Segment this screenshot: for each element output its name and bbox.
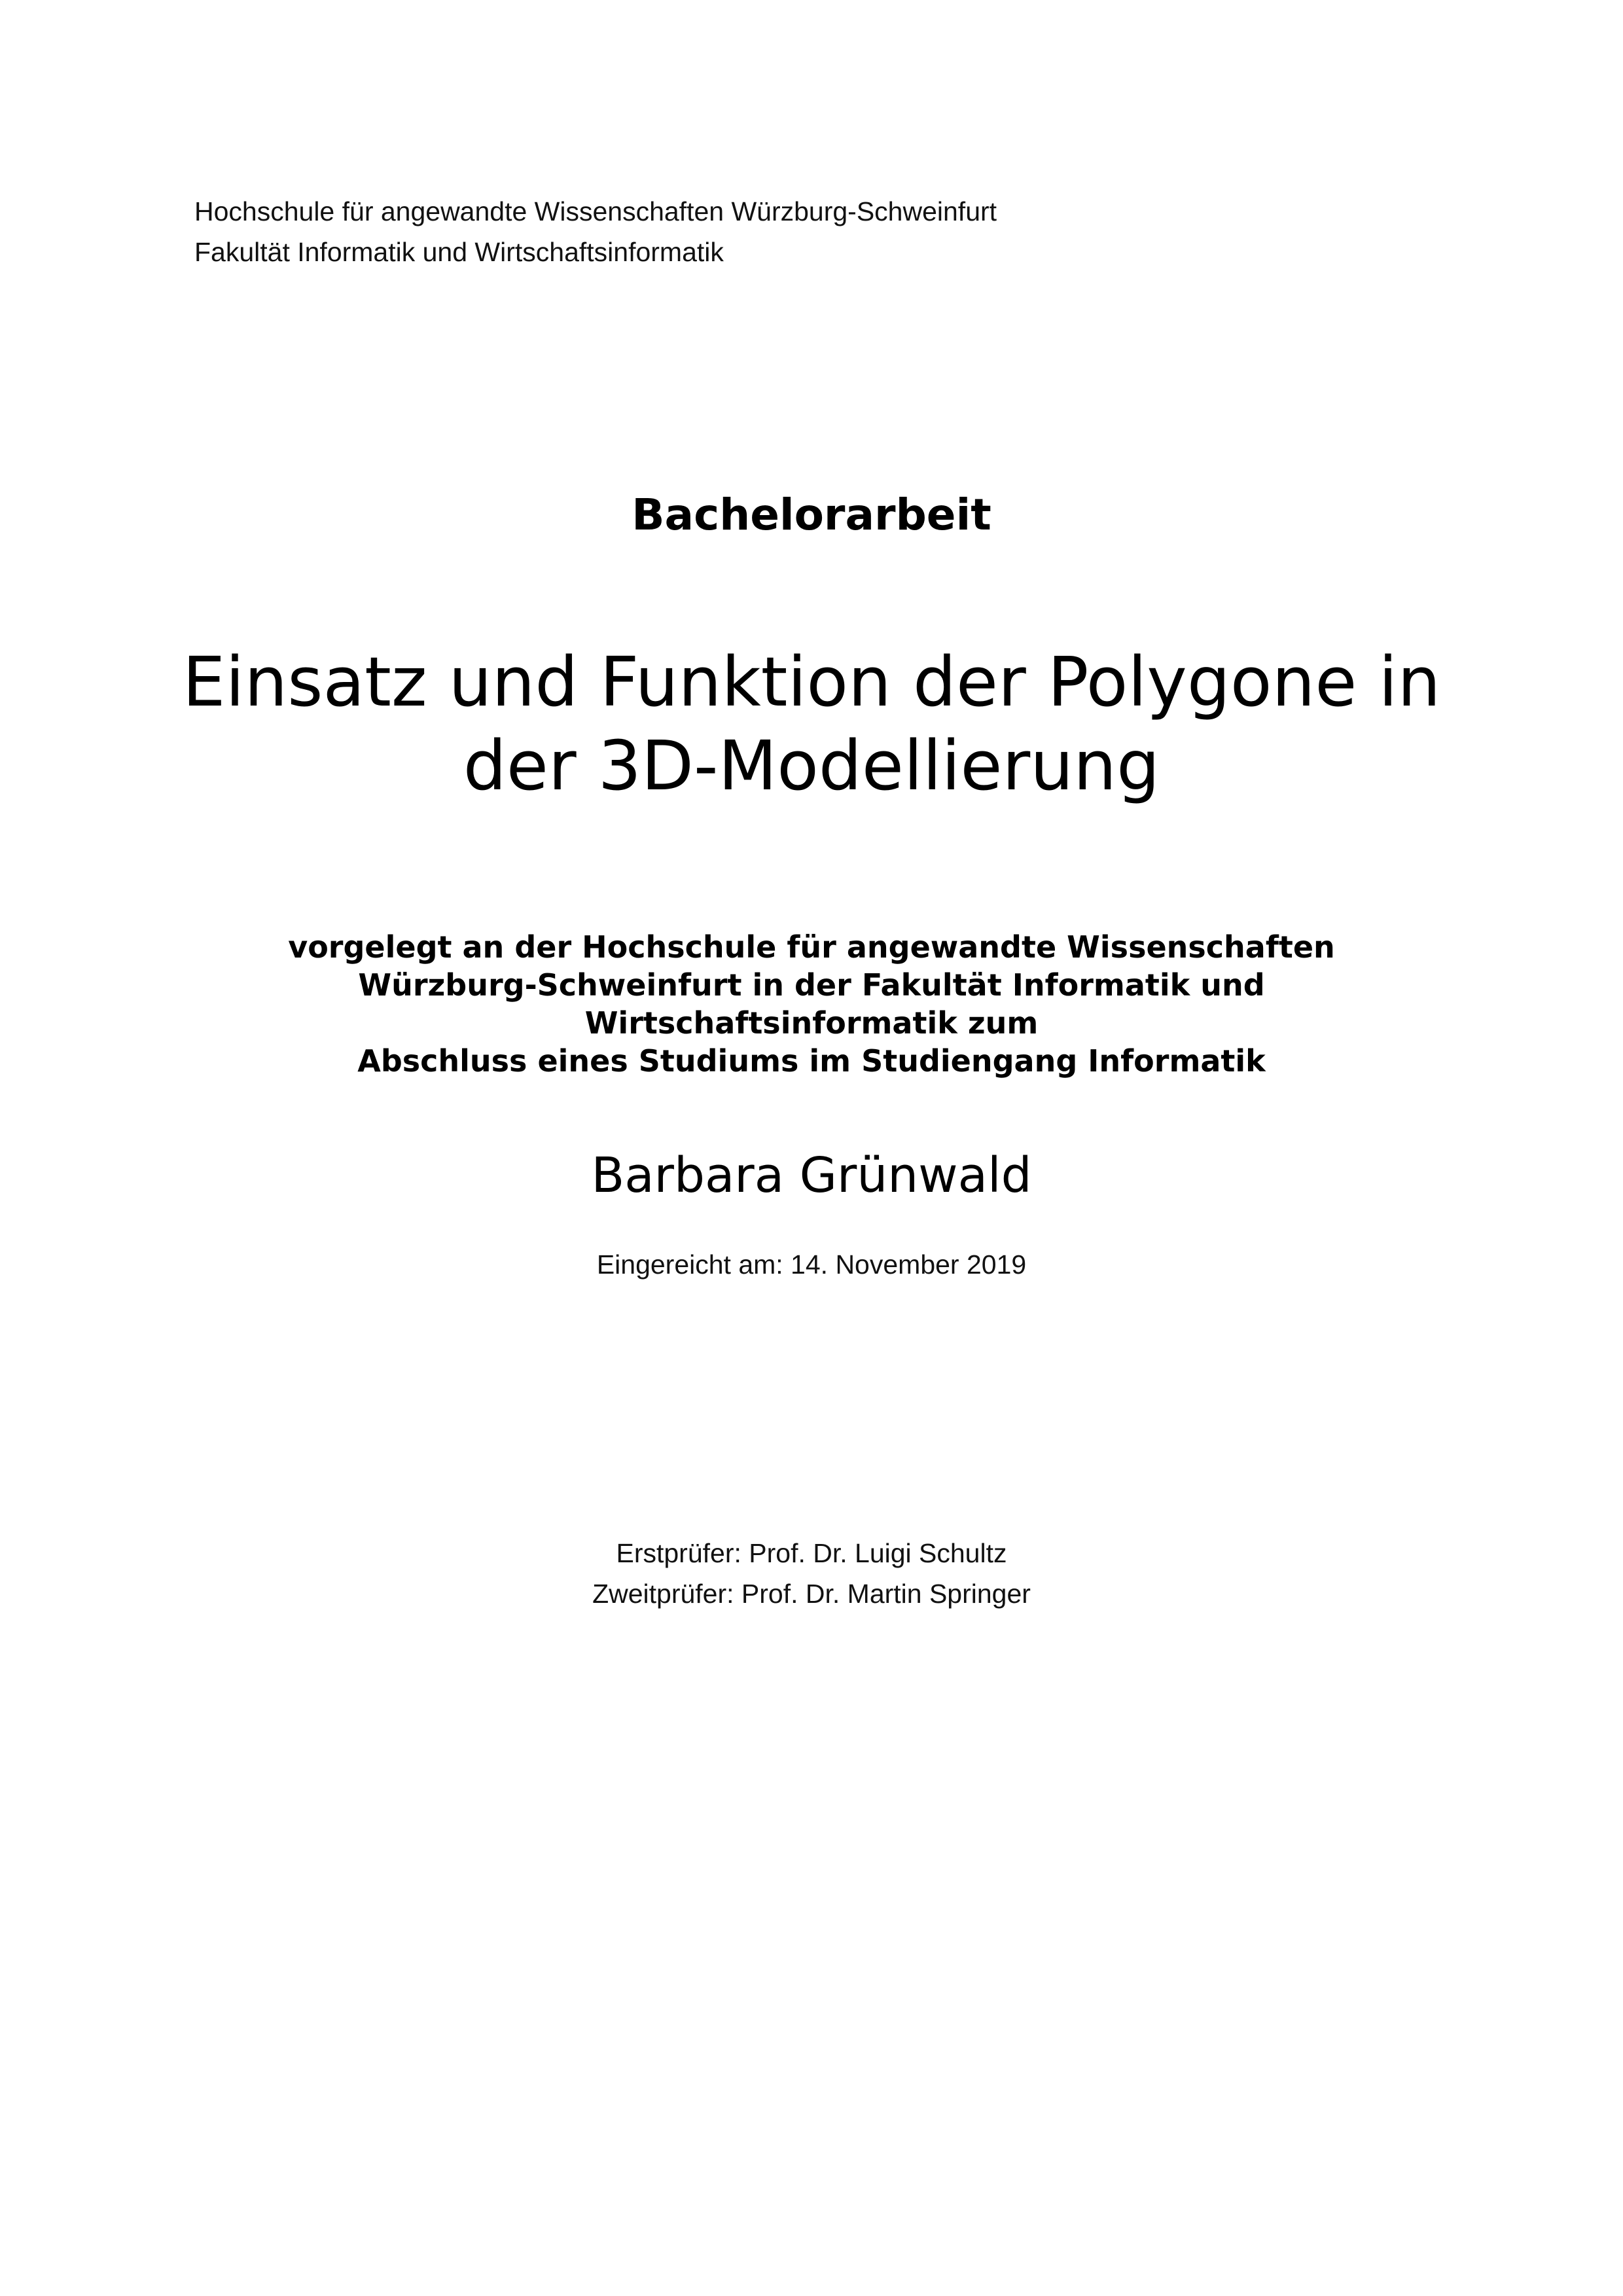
university-name: Hochschule für angewandte Wissenschaften Würzburg-Schweinfurt [194, 196, 997, 226]
first-examiner: Erstprüfer: Prof. Dr. Luigi Schultz [616, 1538, 1007, 1568]
submission-statement [0, 928, 1623, 1080]
author-name: Barbara Grünwald [591, 1147, 1032, 1204]
faculty-name: Fakultät Informatik und Wirtschaftsinformatik [194, 237, 724, 267]
submission-line: Würzburg-Schweinfurt in der Fakultät Informatik und [358, 967, 1265, 1003]
institution-header [194, 191, 997, 272]
examiners [0, 1533, 1623, 1614]
thesis-title [0, 640, 1623, 808]
submission-line: Abschluss eines Studiums im Studiengang Informatik [357, 1043, 1266, 1079]
submission-line: Wirtschaftsinformatik zum [584, 1005, 1039, 1041]
second-examiner: Zweitprüfer: Prof. Dr. Martin Springer [592, 1579, 1031, 1609]
document-type: Bachelorarbeit [632, 490, 991, 540]
thesis-title-line: der 3D-Modellierung [463, 726, 1160, 806]
submission-date: Eingereicht am: 14. November 2019 [596, 1249, 1027, 1280]
submission-line: vorgelegt an der Hochschule für angewandte Wissenschaften [288, 929, 1335, 965]
thesis-title-line: Einsatz und Funktion der Polygone in [182, 642, 1441, 722]
